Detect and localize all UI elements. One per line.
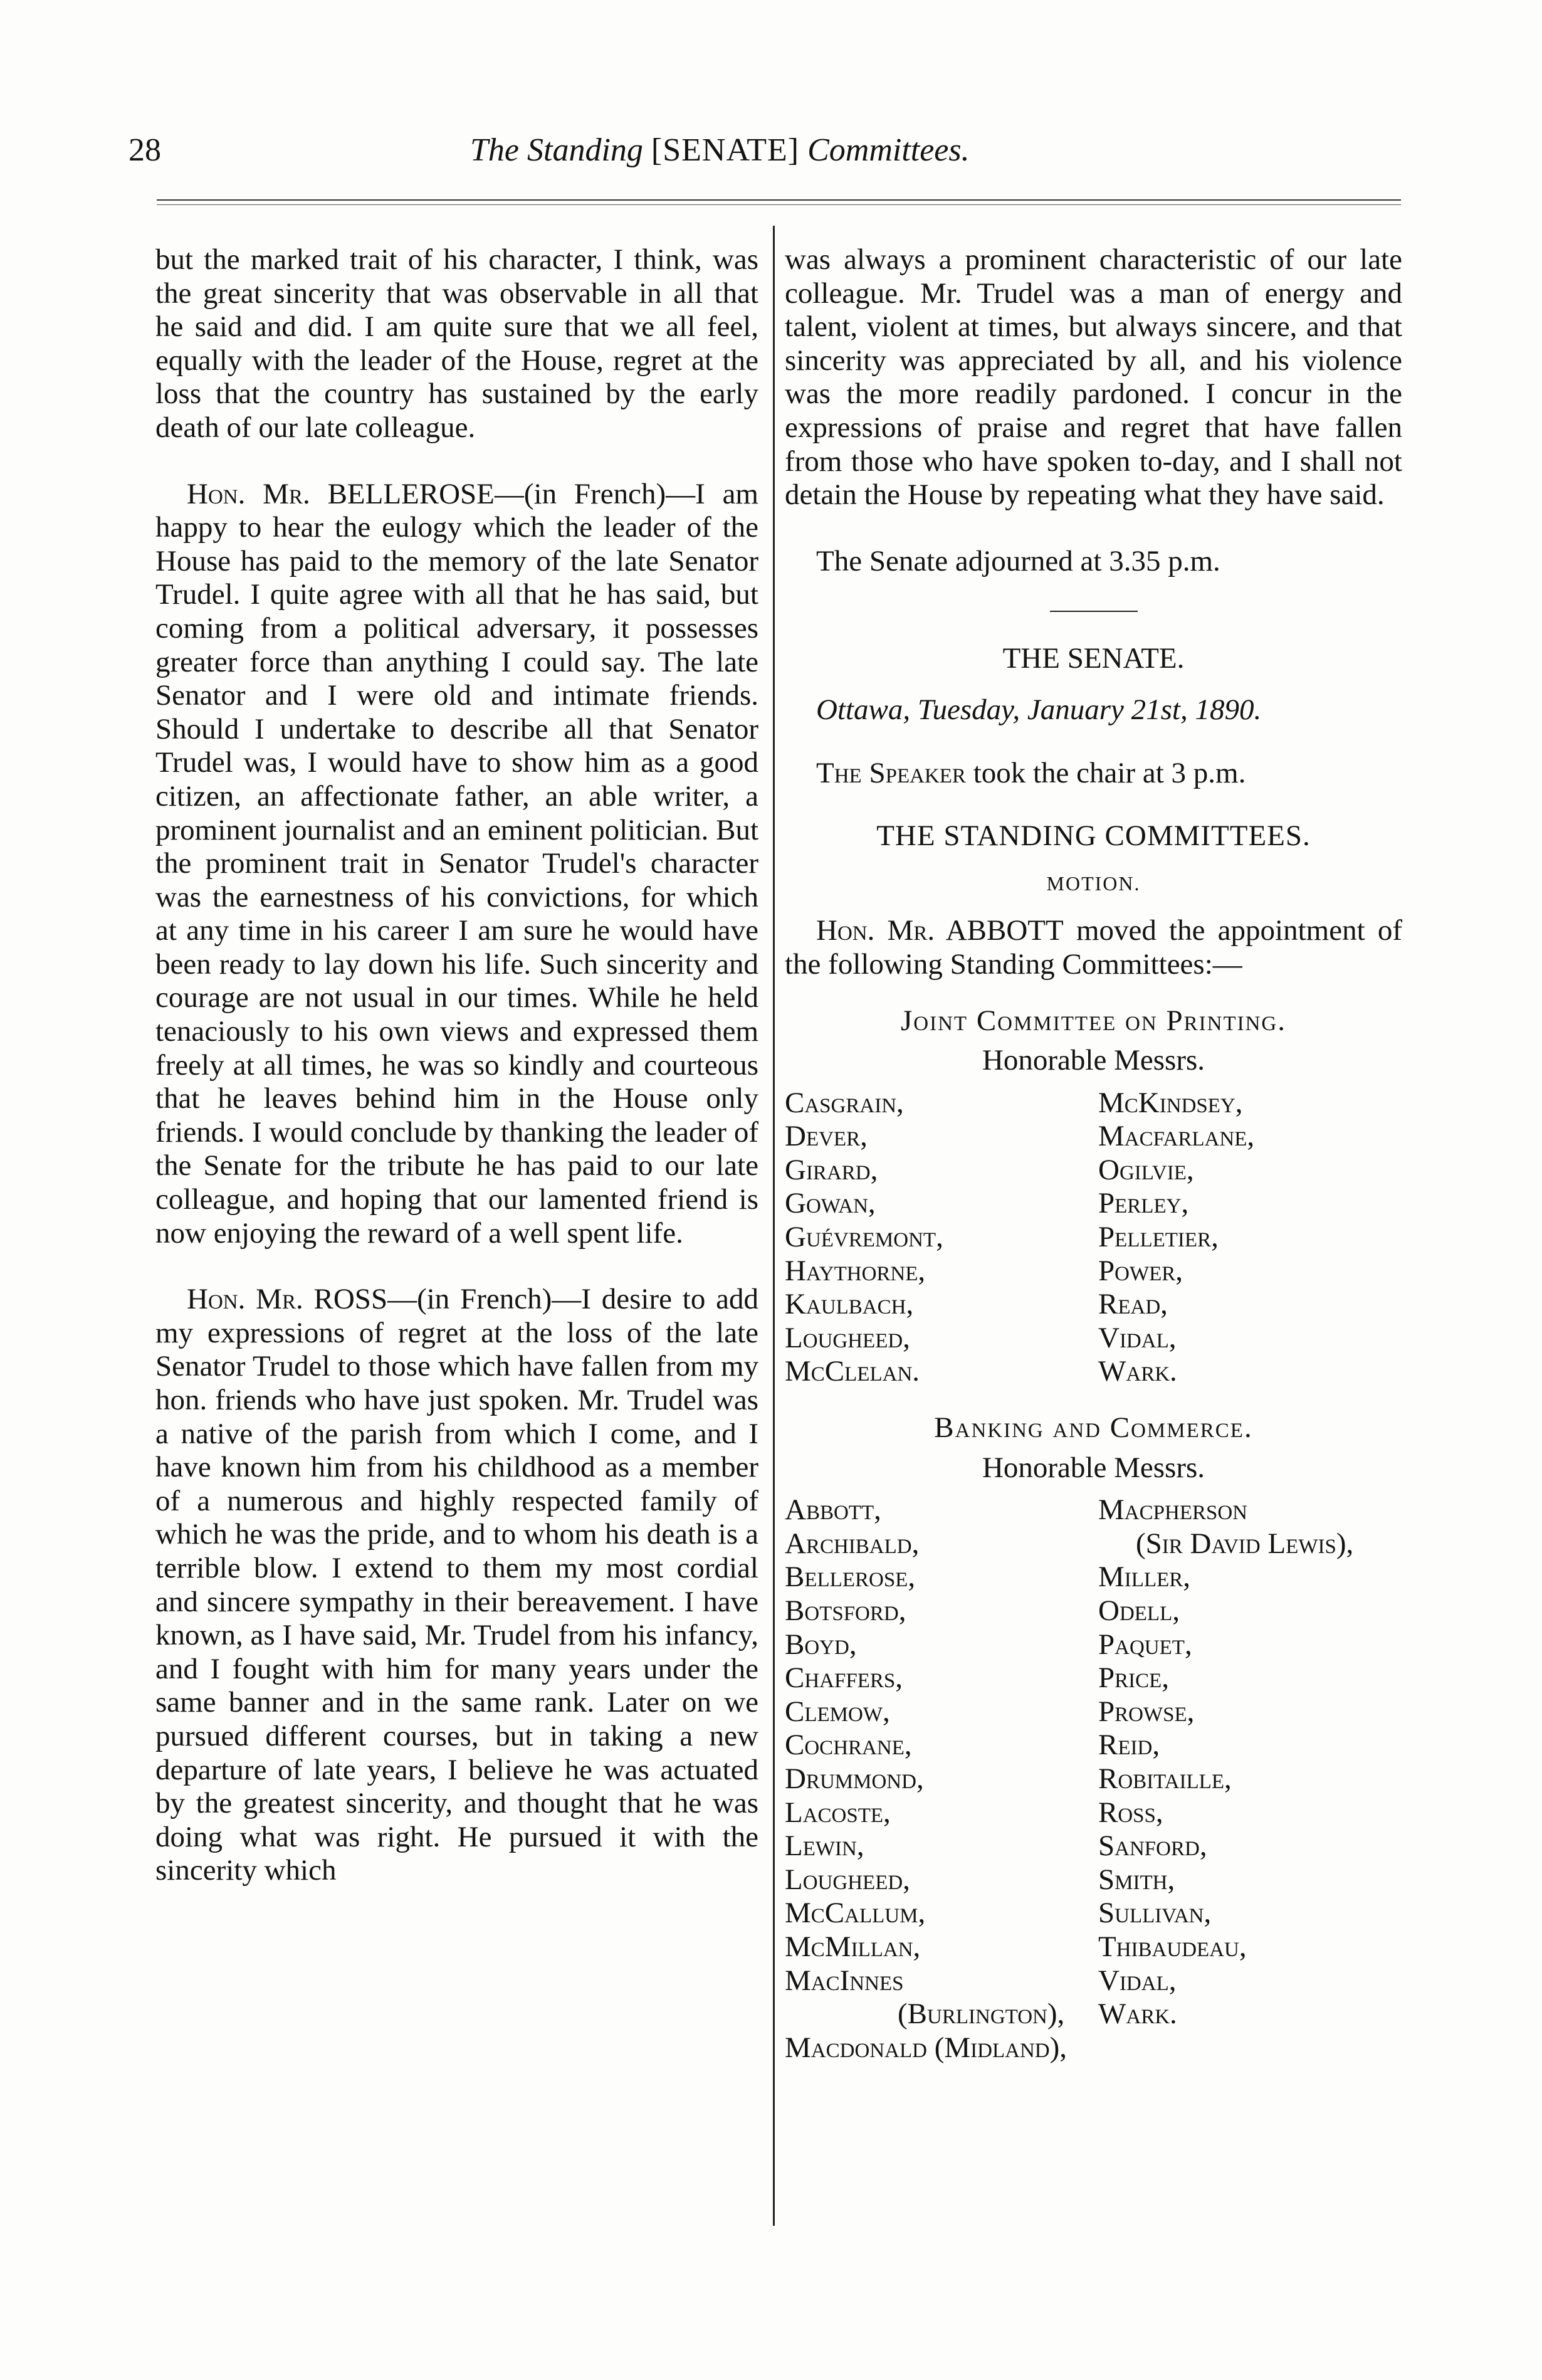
member-name: Odell, — [1098, 1594, 1180, 1627]
senate-title: THE SENATE. — [1002, 642, 1185, 675]
member-name: Lacoste, — [785, 1796, 891, 1829]
column-divider — [773, 226, 775, 2226]
member-name: Wark. — [1098, 1355, 1177, 1388]
member-name: Sanford, — [1098, 1830, 1207, 1863]
member-name: Pelletier, — [1098, 1221, 1219, 1254]
member-name: Power, — [1098, 1254, 1183, 1287]
member-name: Dever, — [785, 1120, 868, 1153]
member-name: Perley, — [1098, 1187, 1189, 1220]
member-name: Bellerose, — [785, 1561, 916, 1594]
member-name: Lewin, — [785, 1830, 864, 1863]
running-title-end: Committees. — [799, 132, 970, 168]
member-name: Clemow, — [785, 1695, 890, 1728]
member-name: McKindsey, — [1098, 1086, 1243, 1119]
motion-paragraph — [785, 914, 1402, 981]
banking-honorable: Honorable Messrs. — [982, 1451, 1205, 1484]
member-name: Macfarlane, — [1098, 1120, 1255, 1153]
speech-bellerose: —(in French)—I am happy to hear the eulogy which the leader of the House has paid to the memory of the late Senator Trudel. I quite agree with all that he has said, but coming from a political adversary, it possesses greater force than anything I could say. The late Senator and I were old and intimate friends. Should I undertake to describe all that Senator Trudel was, I would have to show him as a good citizen, an affectionate father, an able writer, a prominent journalist and an eminent politician. But the prominent trait in Senator Trudel's character was the earnestness of his convictions, for which at any time in his career I am sure he would have been ready to lay down his life. Such sincerity and courage are not usual in our times. While he held tenaciously to his own views and expressed them freely at all times, he was so kindly and courteous that he leaves behind him in the House only friends. I would conclude by thanking the leader of the Senate for the tribute he has paid to our late colleague, and hoping that our lamented friend is now enjoying the reward of a well spent life. — [155, 477, 759, 1250]
motion-text: moved the appointment of the following Standing Committees:— — [785, 914, 1402, 981]
speaker-title: The Speaker — [816, 756, 966, 789]
member-name: Kaulbach, — [785, 1288, 914, 1321]
paragraph-ross — [155, 1283, 758, 1888]
member-name: Lougheed, — [785, 1321, 910, 1354]
member-name: Abbott, — [785, 1493, 881, 1527]
member-name: Archibald, — [785, 1527, 920, 1560]
member-name: Girard, — [785, 1153, 878, 1186]
header-rule-thin — [157, 204, 1401, 205]
member-name: MacInnes — [785, 1964, 904, 1997]
speech-ross: —(in French)—I desire to add my expressions of regret at the loss of the late Senator Trudel to those which have fallen from my hon. friends who have just spoken. Mr. Trudel was a native of the parish from which I come, and I have known him from his childhood as a member of a numerous and highly respected family of which he was the pride, and to whom his death is a terrible blow. I extend to them my most cordial and sincere sympathy in their bereavement. I have known, as I have said, Mr. Trudel from his infancy, and I fought with him for many years under the same banner and in the same rank. Later on we pursued different courses, but in taking a new departure of late years, I believe he was actuated by the greatest sincerity, and thought that he was doing what was right. He pursued it with the sincerity which — [155, 1283, 758, 1887]
member-name: Prowse, — [1098, 1695, 1195, 1728]
member-name: Vidal, — [1098, 1964, 1177, 1997]
member-name: Guévremont, — [785, 1221, 943, 1254]
banking-committee-members — [785, 1493, 1402, 2065]
member-name: Chaffers, — [785, 1661, 903, 1695]
running-title-start: The Standing — [470, 132, 651, 168]
page-number: 28 — [128, 132, 161, 168]
joint-committee-members — [785, 1087, 1402, 1389]
member-name: Macpherson — [1098, 1493, 1248, 1527]
member-name: Miller, — [1098, 1561, 1191, 1594]
speaker-bellerose: Hon. Mr. BELLEROSE — [187, 477, 495, 510]
speaker-abbott: Hon. Mr. ABBOTT — [816, 914, 1064, 947]
member-name: Botsford, — [785, 1594, 906, 1627]
running-title — [470, 132, 970, 169]
member-name: Boyd, — [785, 1628, 857, 1661]
member-name: (Sir David Lewis), — [1136, 1527, 1354, 1560]
left-column — [155, 243, 758, 1888]
member-name: Wark. — [1098, 1998, 1177, 2031]
member-name: Robitaille, — [1098, 1762, 1232, 1795]
member-name: Haythorne, — [785, 1254, 926, 1287]
member-name: Reid, — [1098, 1729, 1160, 1762]
speaker-took-chair — [785, 757, 1402, 791]
banking-committee-heading: Banking and Commerce. — [934, 1411, 1253, 1445]
right-column — [785, 243, 1402, 2065]
running-title-bracket: [SENATE] — [651, 132, 800, 168]
paragraph-bellerose — [155, 478, 758, 1251]
joint-committee-heading: Joint Committee on Printing. — [900, 1004, 1287, 1037]
standing-committees-title: THE STANDING COMMITTEES. — [876, 819, 1311, 853]
header-rule — [157, 199, 1401, 201]
speaker-took-chair-text: took the chair at 3 p.m. — [965, 756, 1246, 789]
member-name: McCallum, — [785, 1897, 926, 1930]
member-name: Vidal, — [1098, 1321, 1177, 1354]
member-name: Paquet, — [1098, 1628, 1192, 1661]
member-name: (Burlington), — [898, 1998, 1065, 2031]
member-name: Ogilvie, — [1098, 1153, 1194, 1186]
member-name: Casgrain, — [785, 1086, 904, 1119]
member-name: Read, — [1098, 1288, 1168, 1321]
member-name: Lougheed, — [785, 1863, 910, 1896]
paragraph-ross-continued: was always a prominent characteristic of our late colleague. Mr. Trudel was a man of energy and talent, violent at times, but always sincere, and that sincerity was appreciated by all, and his violence was the more readily pardoned. I concur in the expressions of praise and regret that have fallen from those who have spoken to-day, and I shall not detain the House by repeating what they have said. — [785, 243, 1402, 512]
member-name: Drummond, — [785, 1762, 924, 1795]
member-name: McMillan, — [785, 1930, 921, 1963]
member-name: Gowan, — [785, 1187, 876, 1220]
member-name: McClelan. — [785, 1355, 920, 1388]
paragraph-continuation: but the marked trait of his character, I think, was the great sincerity that was observable in all that he said and did. I am quite sure that we all feel, equally with the leader of the House, regret at the loss that the country has sustained by the early death of our late colleague. — [155, 243, 758, 444]
member-name: Sullivan, — [1098, 1897, 1212, 1930]
speaker-ross: Hon. Mr. ROSS — [187, 1283, 388, 1316]
member-name: Smith, — [1098, 1863, 1175, 1896]
joint-honorable: Honorable Messrs. — [982, 1044, 1205, 1077]
adjournment-line: The Senate adjourned at 3.35 p.m. — [816, 544, 1220, 577]
member-name: Ross, — [1098, 1796, 1163, 1829]
member-name — [1098, 2031, 1402, 2065]
sitting-date: Ottawa, Tuesday, January 21st, 1890. — [816, 693, 1262, 726]
member-name: Thibaudeau, — [1098, 1930, 1247, 1963]
motion-title: MOTION. — [1046, 871, 1141, 895]
running-head — [128, 132, 1412, 176]
section-rule — [1050, 611, 1138, 612]
member-name: Cochrane, — [785, 1729, 912, 1762]
member-name: Macdonald (Midland), — [785, 2031, 1067, 2064]
member-name: Price, — [1098, 1661, 1170, 1695]
